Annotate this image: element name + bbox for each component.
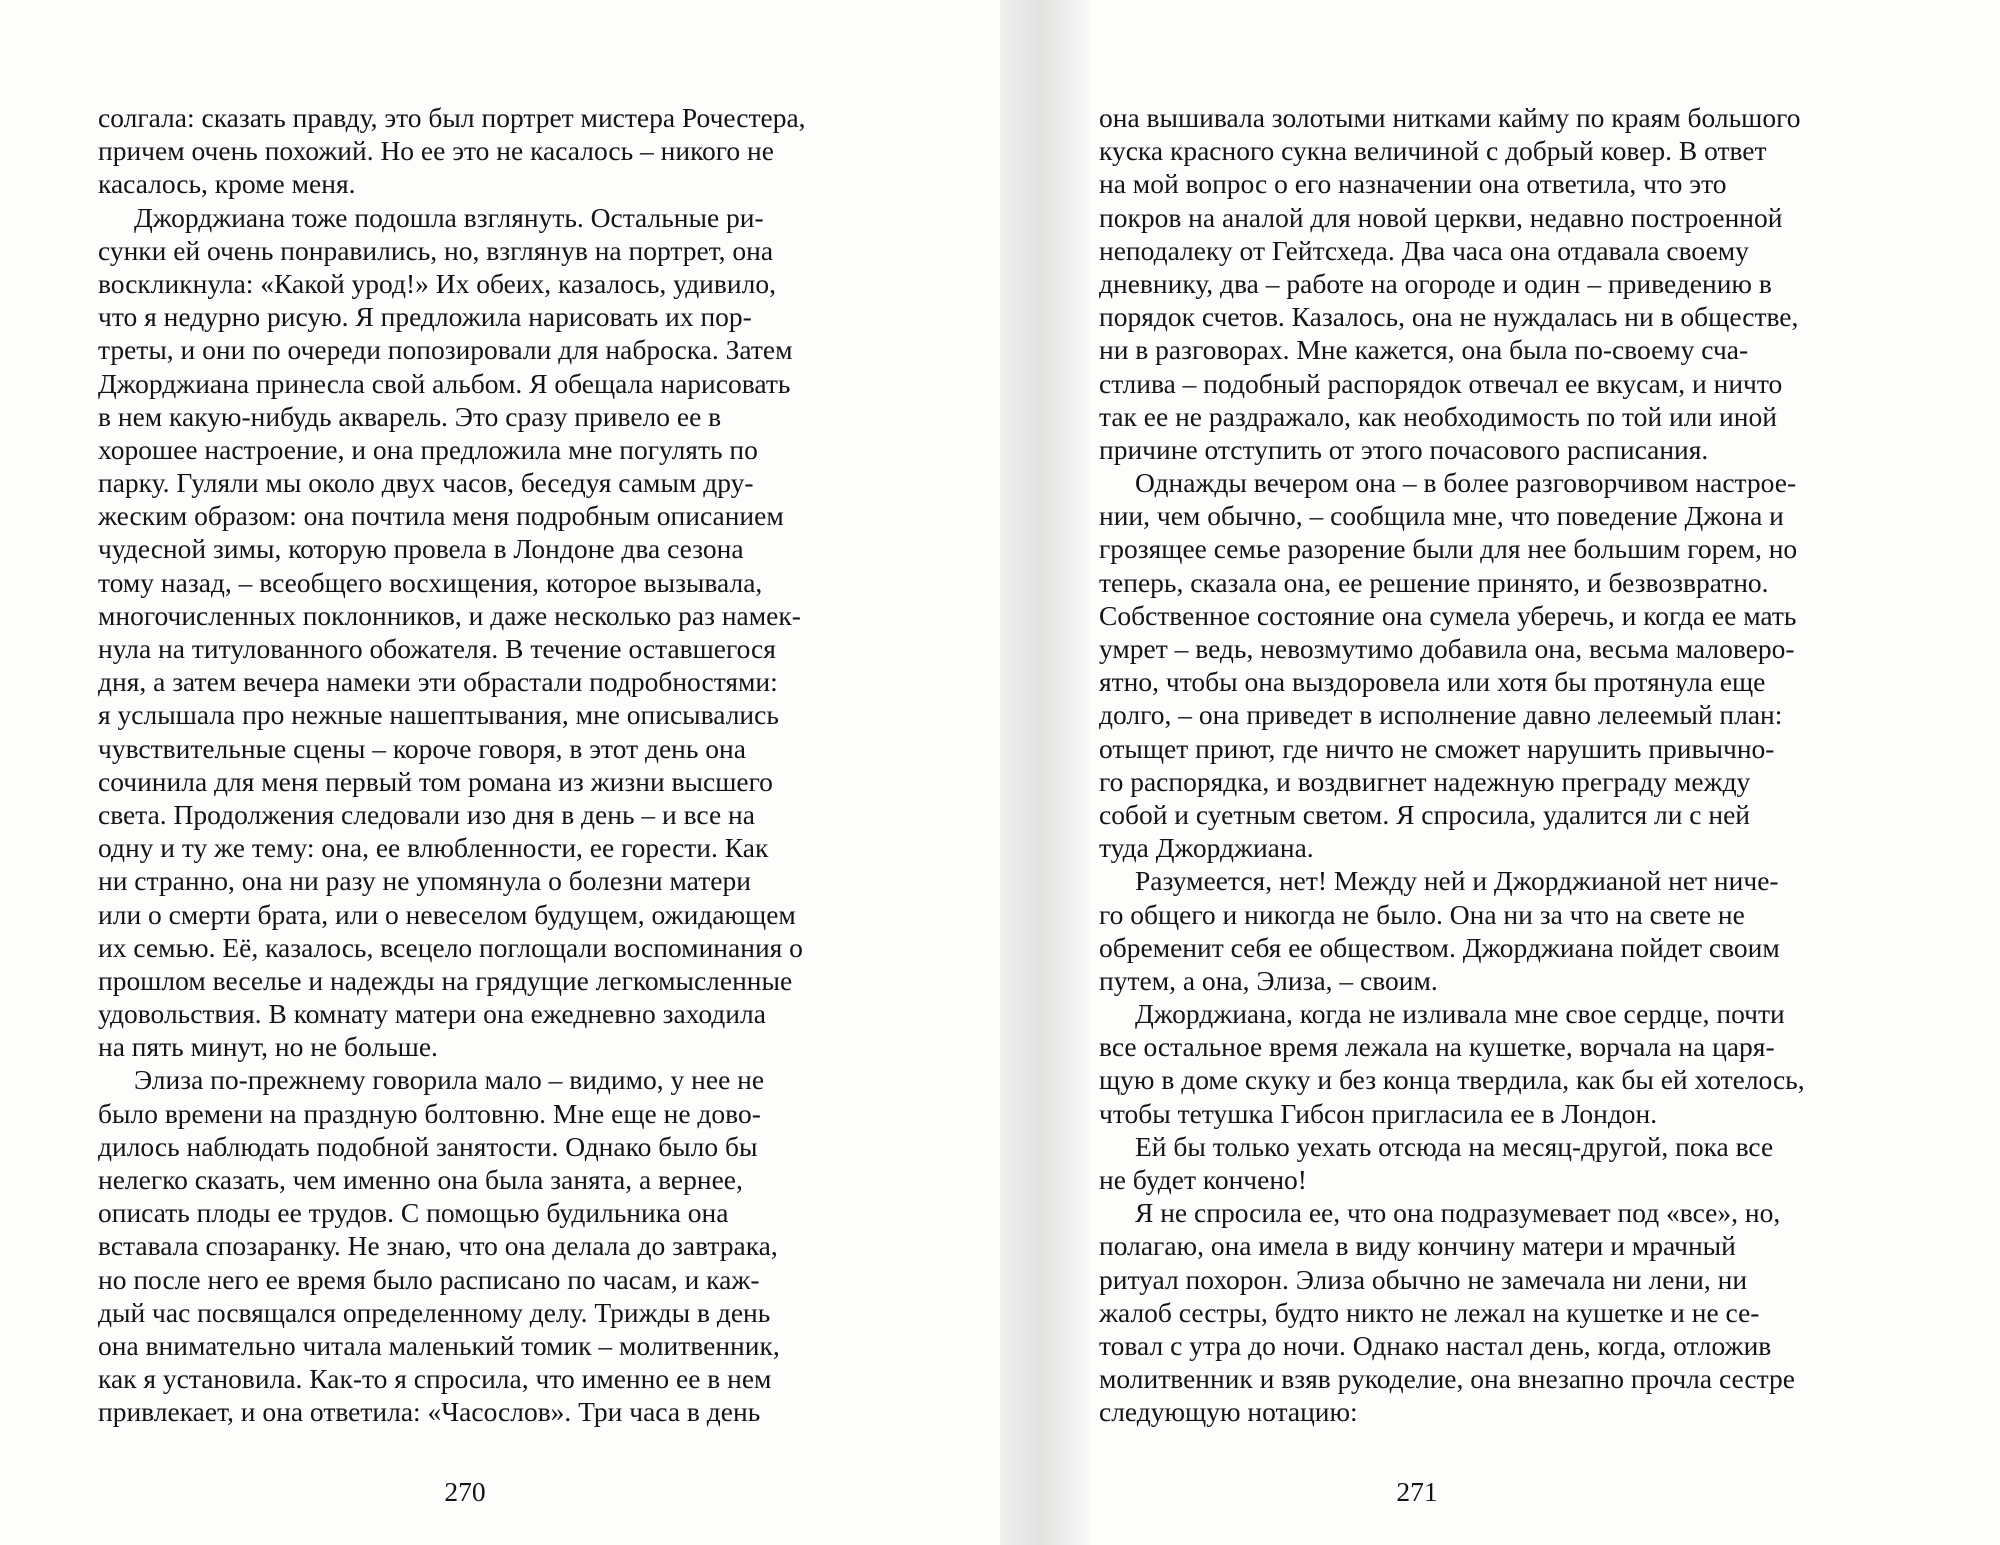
text-line: причине отступить от этого почасового расписания.	[1099, 433, 1709, 465]
text-line: она вышивала золотыми нитками кайму по краям большого	[1099, 102, 1801, 133]
text-line: воскликнула: «Какой урод!» Их обеих, казалось, удивило,	[98, 267, 776, 299]
text-line: Разумеется, нет! Между ней и Джорджианой нет ниче-	[1135, 865, 1779, 897]
text-line: обременит себя ее обществом. Джорджиана пойдет своим	[1099, 931, 1780, 963]
text-line: света. Продолжения следовали изо дня в день – и все на	[98, 798, 755, 830]
text-line: нелегко сказать, чем именно она была занята, а вернее,	[98, 1164, 743, 1195]
text-line: грозящее семье разорение были для нее большим горем, но	[1099, 533, 1798, 565]
text-line: нула на титулованного обожателя. В течение оставшегося	[98, 633, 776, 664]
text-line: дилось наблюдать подобной занятости. Однако было бы	[98, 1130, 758, 1162]
text-line: солгала: сказать правду, это был портрет мистера Рочестера,	[98, 102, 806, 133]
text-line: сунки ей очень понравились, но, взглянув на портрет, она	[98, 234, 774, 266]
text-line: парку. Гуляли мы около двух часов, беседуя самым дру-	[98, 467, 754, 499]
text-line: теперь, сказала она, ее решение принято, и безвозвратно.	[1099, 566, 1769, 598]
text-line: порядок счетов. Казалось, она не нуждалась ни в обществе,	[1099, 301, 1799, 333]
text-line: Джорджиана, когда не изливала мне свое сердце, почти	[1135, 998, 1785, 1030]
text-line: хорошее настроение, и она предложила мне погулять по	[98, 433, 758, 465]
text-line: ятно, чтобы она выздоровела или хотя бы протянула еще	[1099, 666, 1766, 698]
text-line: на пять минут, но не больше.	[98, 1031, 438, 1063]
text-line: следующую нотацию:	[1099, 1396, 1358, 1428]
text-line: Элиза по-прежнему говорила мало – видимо, у нее не	[134, 1064, 765, 1096]
text-line: дый час посвящался определенному делу. Трижды в день	[98, 1296, 771, 1328]
page-number-left: 270	[444, 1476, 486, 1507]
text-line: стлива – подобный распорядок отвечал ее вкусам, и ничто	[1099, 367, 1783, 399]
text-line: го распорядка, и воздвигнет надежную преграду между	[1099, 765, 1751, 797]
left-page-text	[98, 101, 908, 1429]
right-page-text	[1099, 101, 1909, 1429]
text-line: в нем какую-нибудь акварель. Это сразу привело ее в	[98, 400, 722, 432]
text-line: ни в разговорах. Мне кажется, она была по-своему сча-	[1099, 334, 1749, 366]
text-line: так ее не раздражало, как необходимость по той или иной	[1099, 400, 1777, 432]
text-line: чудесной зимы, которую провела в Лондоне два сезона	[98, 533, 744, 565]
text-line: она внимательно читала маленький томик – молитвенник,	[98, 1329, 780, 1361]
text-line: одну и ту же тему: она, ее влюбленности, ее горести. Как	[98, 832, 769, 864]
text-line: чтобы тетушка Гибсон пригласила ее в Лондон.	[1099, 1097, 1658, 1129]
text-line: товал с утра до ночи. Однако настал день, когда, отложив	[1099, 1329, 1772, 1361]
text-line: полагаю, она имела в виду кончину матери и мрачный	[1099, 1230, 1736, 1262]
right-page	[1000, 0, 2000, 1545]
text-line: или о смерти брата, или о невеселом будущем, ожидающем	[98, 898, 796, 930]
text-line: куска красного сукна величиной с добрый ковер. В ответ	[1099, 135, 1767, 167]
text-line: Джорджиана принесла свой альбом. Я обещала нарисовать	[98, 367, 791, 399]
text-line: покров на аналой для новой церкви, недавно построенной	[1099, 201, 1783, 233]
text-line: все остальное время лежала на кушетке, ворчала на царя-	[1099, 1031, 1775, 1063]
text-line: описать плоды ее трудов. С помощью будильника она	[98, 1197, 729, 1229]
text-line: не будет кончено!	[1099, 1164, 1307, 1195]
text-line: удовольствия. В комнату матери она ежедневно заходила	[98, 998, 766, 1030]
page-number-right: 271	[1396, 1476, 1438, 1507]
text-line: дневнику, два – работе на огороде и один – приведению в	[1099, 267, 1772, 299]
text-line: сочинила для меня первый том романа из жизни высшего	[98, 765, 773, 797]
text-line: Собственное состояние она сумела уберечь, и когда ее мать	[1099, 599, 1797, 631]
text-line: как я установила. Как-то я спросила, что именно ее в нем	[98, 1363, 772, 1395]
text-line: чувствительные сцены – короче говоря, в этот день она	[98, 732, 746, 764]
text-line: дня, а затем вечера намеки эти обрастали подробностями:	[98, 666, 778, 698]
text-line: треты, и они по очереди попозировали для наброска. Затем	[98, 334, 793, 366]
text-line: долго, – она приведет в исполнение давно лелеемый план:	[1099, 699, 1783, 731]
text-line: Однажды вечером она – в более разговорчивом настрое-	[1135, 467, 1797, 499]
text-line: прошлом веселье и надежды на грядущие легкомысленные	[98, 964, 793, 996]
text-line: многочисленных поклонников, и даже несколько раз намек-	[98, 599, 801, 631]
text-line: привлекает, и она ответила: «Часослов». Три часа в день	[98, 1396, 761, 1428]
text-line: вставала спозаранку. Не знаю, что она делала до завтрака,	[98, 1230, 778, 1262]
text-line: ни странно, она ни разу не упомянула о болезни матери	[98, 865, 751, 897]
text-line: Ей бы только уехать отсюда на месяц-другой, пока все	[1135, 1130, 1774, 1162]
text-line: было времени на праздную болтовню. Мне еще не дово-	[98, 1097, 761, 1129]
text-line: касалось, кроме меня.	[98, 168, 356, 200]
text-line: отыщет приют, где ничто не сможет нарушить привычно-	[1099, 732, 1775, 764]
text-line: ритуал похорон. Элиза обычно не замечала ни лени, ни	[1099, 1263, 1748, 1295]
text-line: щую в доме скуку и без конца твердила, как бы ей хотелось,	[1099, 1064, 1805, 1096]
text-line: но после него ее время было расписано по часам, и каж-	[98, 1263, 760, 1295]
text-line: я услышала про нежные нашептывания, мне описывались	[98, 699, 779, 731]
text-line: неподалеку от Гейтсхеда. Два часа она отдавала своему	[1099, 234, 1749, 266]
text-line: жалоб сестры, будто никто не лежал на кушетке и не се-	[1099, 1296, 1760, 1328]
text-line: собой и суетным светом. Я спросила, удалится ли с ней	[1099, 798, 1751, 830]
text-line: путем, а она, Элиза, – своим.	[1099, 964, 1438, 996]
text-line: молитвенник и взяв рукоделие, она внезапно прочла сестре	[1099, 1363, 1795, 1395]
text-line: го общего и никогда не было. Она ни за что на свете не	[1099, 898, 1745, 930]
text-line: что я недурно рисую. Я предложила нарисовать их пор-	[98, 301, 752, 333]
text-line: нии, чем обычно, – сообщила мне, что поведение Джона и	[1099, 500, 1784, 532]
text-line: Джорджиана тоже подошла взглянуть. Остальные ри-	[134, 201, 764, 233]
text-line: тому назад, – всеобщего восхищения, которое вызывала,	[98, 566, 763, 598]
text-line: их семью. Её, казалось, всецело поглощали воспоминания о	[98, 931, 803, 963]
text-line: туда Джорджиана.	[1099, 832, 1314, 864]
text-line: причем очень похожий. Но ее это не касалось – никого не	[98, 135, 774, 167]
text-line: Я не спросила ее, что она подразумевает под «все», но,	[1135, 1197, 1781, 1229]
text-line: жеским образом: она почтила меня подробным описанием	[98, 500, 784, 532]
text-line: на мой вопрос о его назначении она ответила, что это	[1099, 168, 1727, 200]
text-line: умрет – ведь, невозмутимо добавила она, весьма маловеро-	[1099, 633, 1795, 664]
